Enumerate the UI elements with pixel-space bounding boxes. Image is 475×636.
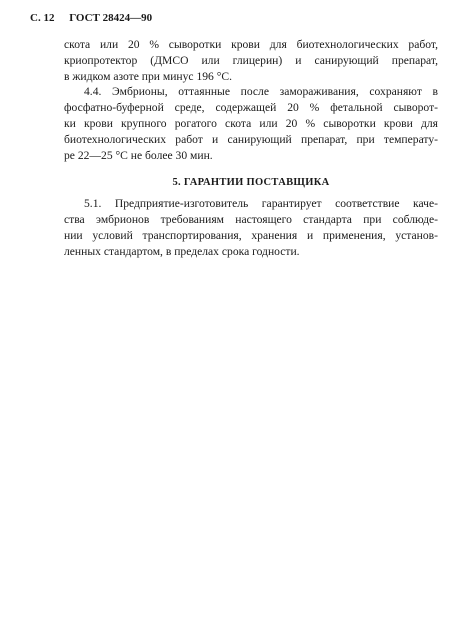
page-header [30, 12, 152, 24]
paragraph-4-4 [64, 84, 438, 163]
page-number: С. 12 [30, 12, 55, 24]
text-line: нии условий транспортирования, хранения и применения, установ- [64, 228, 438, 242]
text-line: ки крови крупного рогатого скота или 20 % сыворотки крови для [64, 116, 438, 130]
text-line: скота или 20 % сыворотки крови для биотехнологических работ, [64, 38, 438, 51]
document-body [64, 37, 438, 260]
paragraph-5-1 [64, 196, 438, 259]
text-line: ленных стандартом, в пределах срока годности. [64, 244, 300, 258]
text-line: в жидком азоте при минус 196 °С. [64, 69, 233, 83]
paragraph-continuation [64, 37, 438, 84]
text-line: криопротектор (ДМСО или глицерин) и санирующий препарат, [64, 53, 438, 67]
section-heading: 5. ГАРАНТИИ ПОСТАВЩИКА [172, 177, 330, 189]
standard-id: ГОСТ 28424—90 [69, 12, 153, 24]
text-line: 4.4. Эмбрионы, оттаянные после замораживания, сохраняют в [84, 85, 438, 99]
text-line: фосфатно-буферной среде, содержащей 20 % фетальной сыворот- [64, 101, 438, 115]
text-line: ства эмбрионов требованиям настоящего стандарта при соблюде- [64, 213, 438, 227]
text-line: биотехнологических работ и санирующий препарат, при температу- [64, 132, 438, 146]
text-line: ре 22—25 °С не более 30 мин. [64, 148, 213, 162]
text-line: 5.1. Предприятие-изготовитель гарантирует соответствие каче- [84, 197, 438, 211]
